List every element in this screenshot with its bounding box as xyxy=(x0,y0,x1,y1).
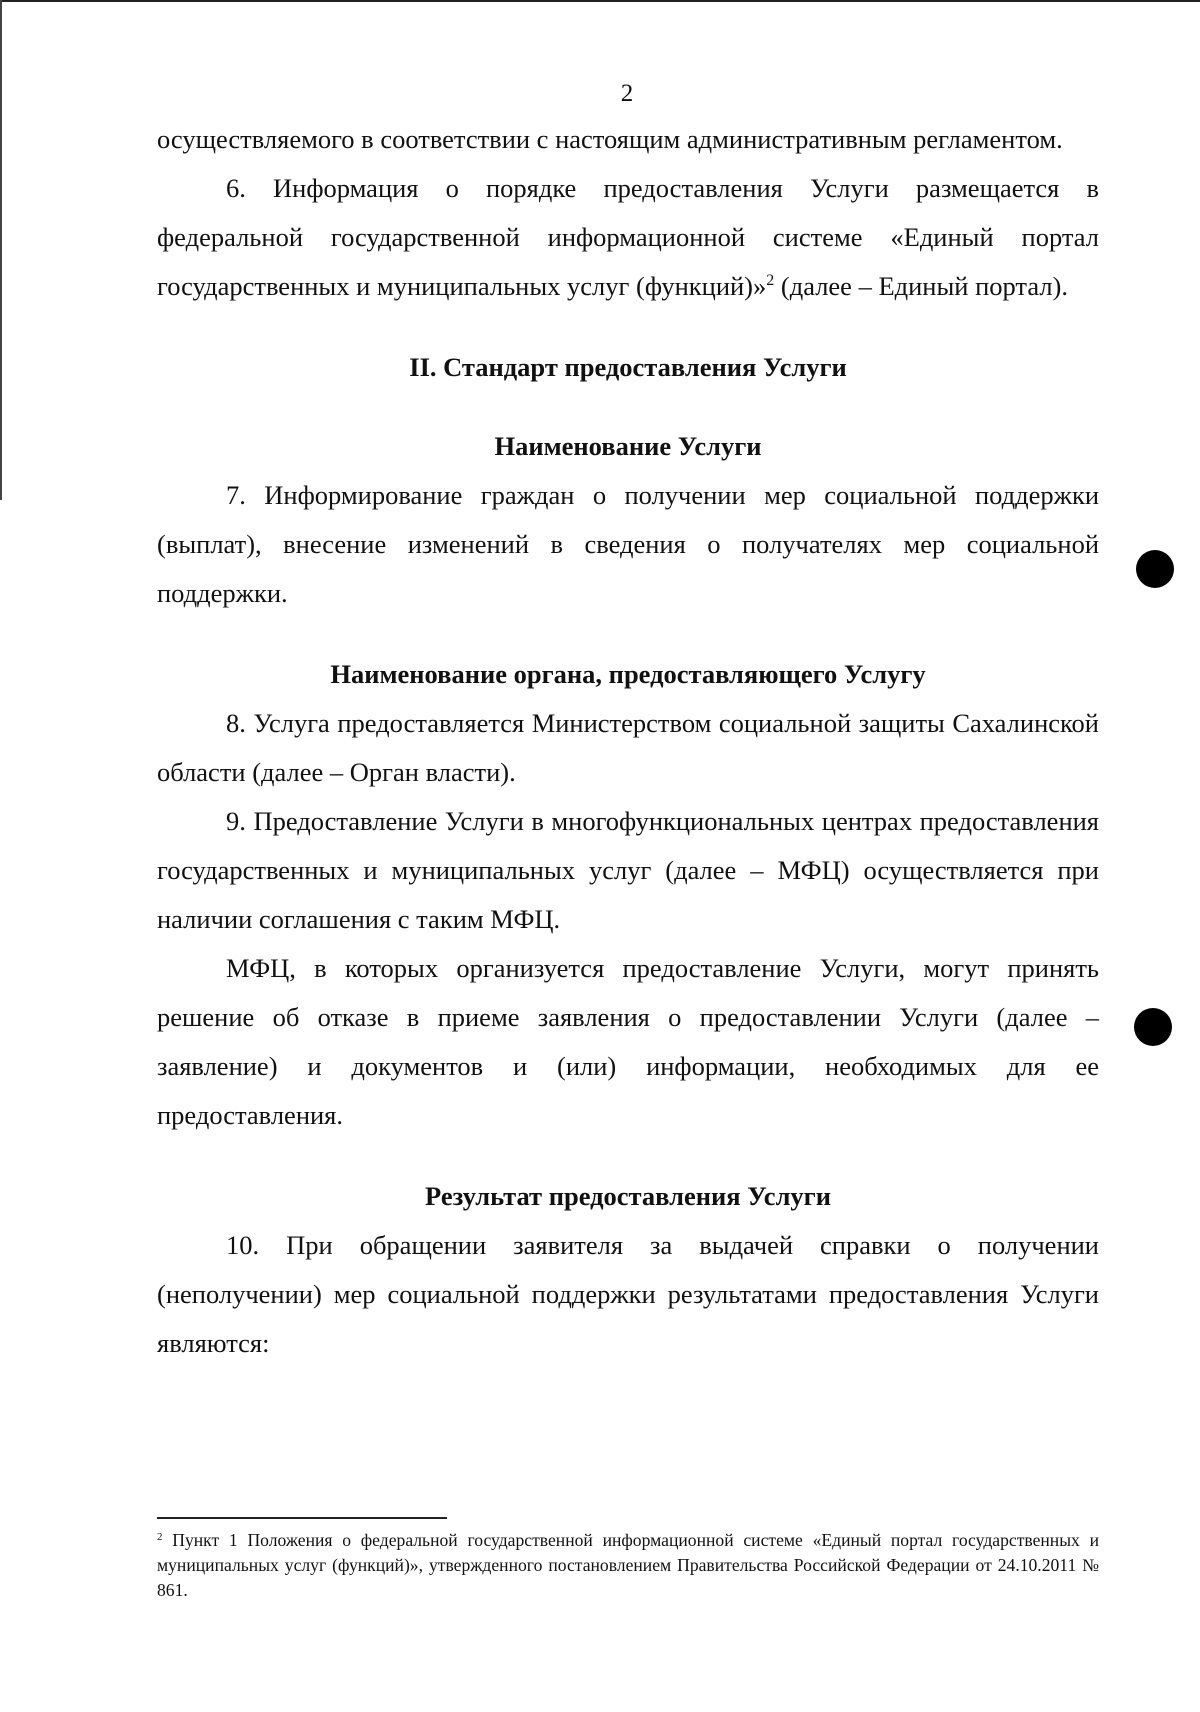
paragraph-5-continuation: осуществляемого в соответствии с настоящим административным регламентом. xyxy=(157,124,1063,154)
document-body xyxy=(157,115,1099,1368)
paragraph-6-text: 6. Информация о порядке предоставления Услуги размещается в федеральной государственной информационной системе «Единый портал государственных и муниципальных услуг (функций)» xyxy=(157,173,1099,301)
footnote-reference[interactable]: 2 xyxy=(766,272,775,289)
paragraph-9-continuation: МФЦ, в которых организуется предоставление Услуги, могут принять решение об отказе в приеме заявления о предоставлении Услуги (далее – заявление) и документов и (или) информации, необходимых для ее предоставления. xyxy=(157,953,1099,1130)
subsection-heading-body-name: Наименование органа, предоставляющего Услугу xyxy=(330,659,926,689)
page-number: 2 xyxy=(620,80,634,107)
footnote-marker: 2 xyxy=(157,1531,163,1543)
scan-edge-left xyxy=(0,0,2,500)
punch-hole-mark xyxy=(1134,1008,1172,1046)
section-heading: II. Стандарт предоставления Услуги xyxy=(409,352,847,382)
paragraph-7: 7. Информирование граждан о получении мер социальной поддержки (выплат), внесение изменений в сведения о получателях мер социальной поддержки. xyxy=(157,480,1099,608)
footnote-separator xyxy=(157,1517,447,1519)
scan-edge-top xyxy=(0,0,1200,2)
footnote-text: Пункт 1 Положения о федеральной государственной информационной системе «Единый портал государственных и муниципальных услуг (функций)», утвержденного постановлением Правительства Российской Федерации от 24.10.2011 № 861. xyxy=(157,1530,1099,1600)
paragraph-6-tail: (далее – Единый портал). xyxy=(774,271,1068,301)
paragraph-9: 9. Предоставление Услуги в многофункциональных центрах предоставления государственных и муниципальных услуг (далее – МФЦ) осуществляется при наличии соглашения с таким МФЦ. xyxy=(157,806,1099,934)
subsection-heading-result: Результат предоставления Услуги xyxy=(425,1181,831,1211)
paragraph-10: 10. При обращении заявителя за выдачей справки о получении (неполучении) мер социальной поддержки результатами предоставления Услуги являются: xyxy=(157,1230,1099,1358)
paragraph-6 xyxy=(157,164,1099,311)
footnote xyxy=(157,1528,1099,1603)
subsection-heading-service-name: Наименование Услуги xyxy=(494,431,762,461)
punch-hole-mark xyxy=(1136,550,1174,588)
paragraph-8: 8. Услуга предоставляется Министерством социальной защиты Сахалинской области (далее – Орган власти). xyxy=(157,708,1099,787)
